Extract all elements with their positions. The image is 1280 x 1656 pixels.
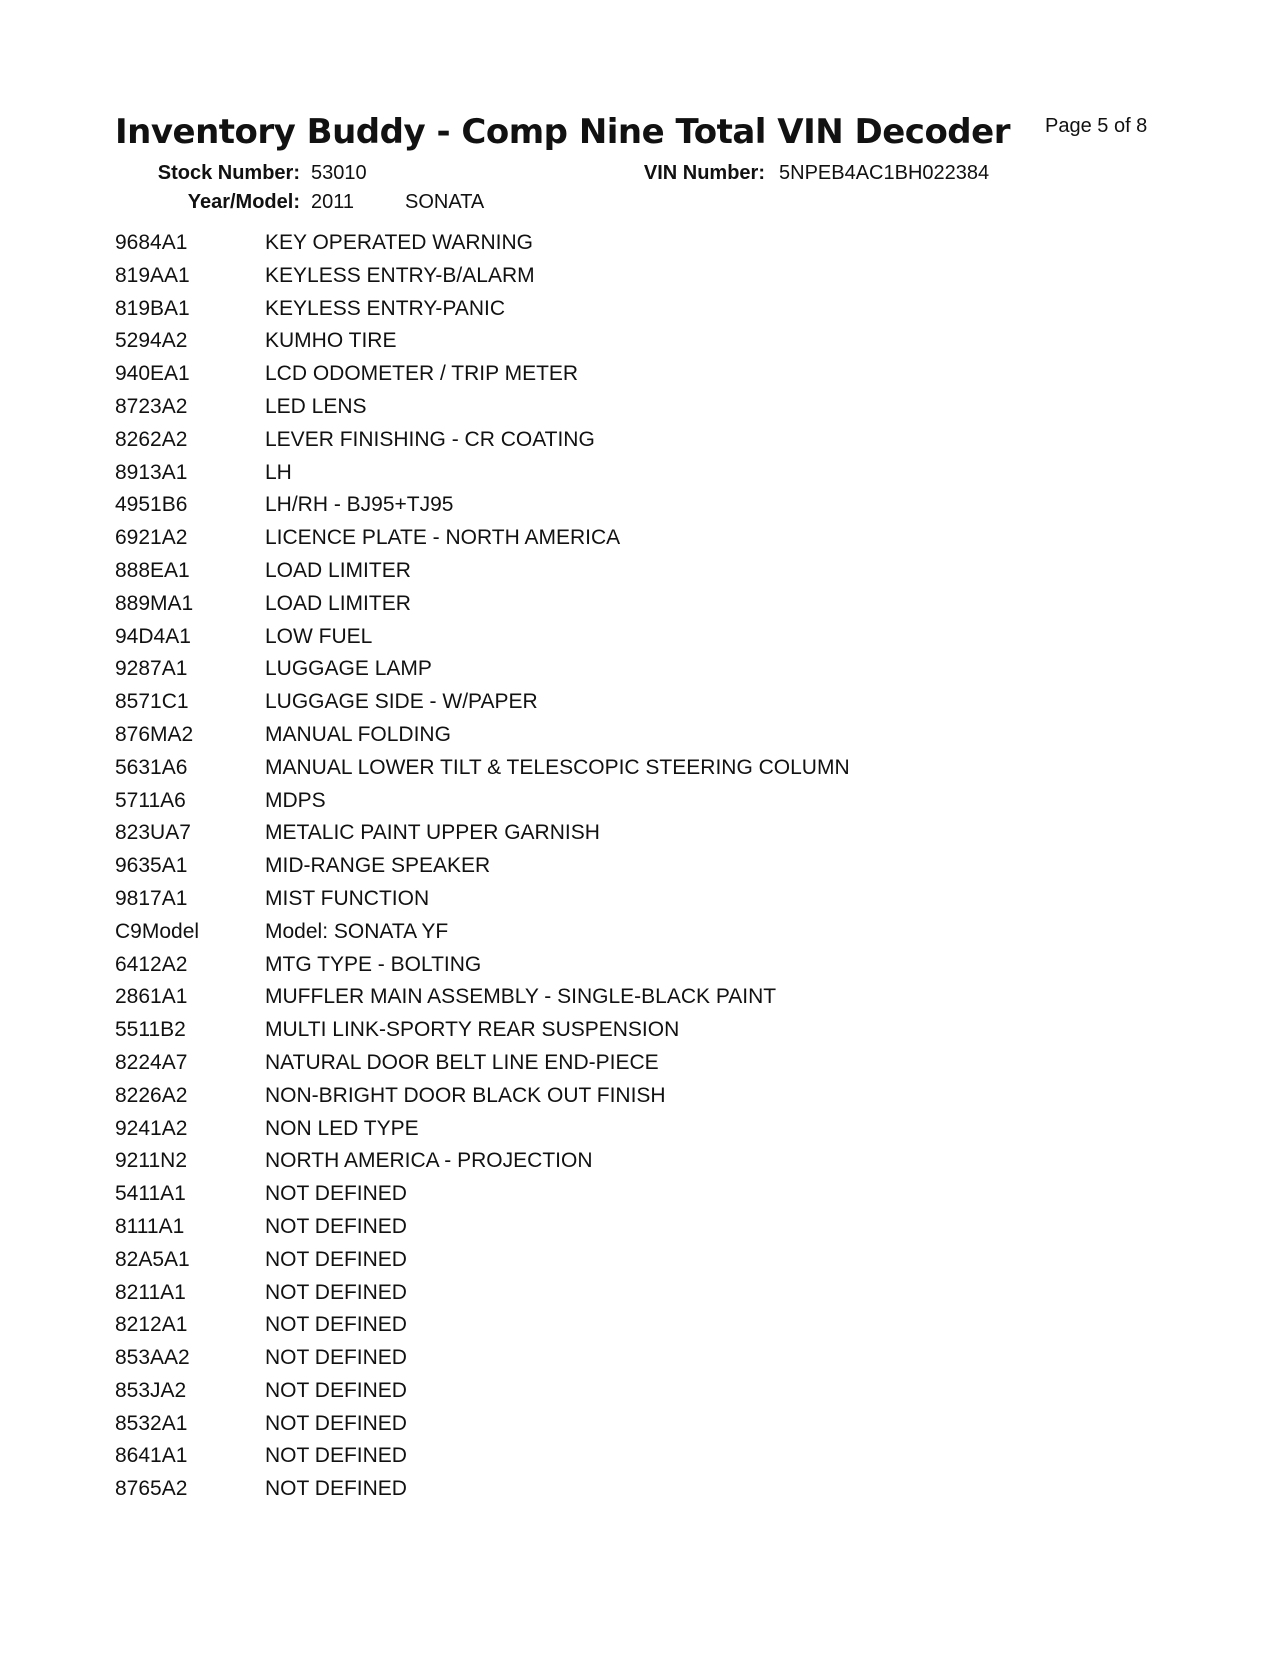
option-code: 8641A1 [115,1444,188,1468]
option-row [115,951,850,984]
option-description: MULTI LINK-SPORTY REAR SUSPENSION [265,1018,680,1042]
option-description: LICENCE PLATE - NORTH AMERICA [265,526,621,550]
option-code: 8765A2 [115,1477,188,1501]
option-code: 8212A1 [115,1313,188,1337]
option-row [115,360,850,393]
option-description: LEVER FINISHING - CR COATING [265,427,595,451]
option-code: 8723A2 [115,394,188,418]
option-description: NOT DEFINED [265,1182,407,1206]
option-row [115,590,850,623]
option-row [115,852,850,885]
option-row [115,459,850,492]
model-value: SONATA [405,191,485,213]
option-row [115,1082,850,1115]
option-row [115,262,850,295]
option-row [115,1147,850,1180]
option-code: 5411A1 [115,1182,186,1206]
option-row [115,754,850,787]
option-description: NOT DEFINED [265,1280,407,1304]
option-row [115,524,850,557]
option-code: 876MA2 [115,722,194,746]
option-description: MTG TYPE - BOLTING [265,952,482,976]
option-row [115,819,850,852]
option-row [115,491,850,524]
option-row [115,787,850,820]
option-row [115,1180,850,1213]
option-code: 8226A2 [115,1083,188,1107]
option-description: MIST FUNCTION [265,886,430,910]
option-code: 888EA1 [115,558,190,582]
page-title: Inventory Buddy - Comp Nine Total VIN Decoder [115,112,1010,152]
option-row [115,1246,850,1279]
option-description: NOT DEFINED [265,1247,407,1271]
option-code: 823UA7 [115,821,191,845]
option-description: LUGGAGE SIDE - W/PAPER [265,690,538,714]
option-row [115,983,850,1016]
vin-number-value: 5NPEB4AC1BH022384 [779,162,990,184]
option-code: 2861A1 [115,985,188,1009]
option-row [115,688,850,721]
option-description: LOAD LIMITER [265,558,411,582]
option-code: C9Model [115,919,200,943]
option-code: 8913A1 [115,460,188,484]
option-code: 940EA1 [115,362,190,386]
option-row [115,885,850,918]
option-description: MANUAL FOLDING [265,722,451,746]
option-row [115,1016,850,1049]
option-description: LH/RH - BJ95+TJ95 [265,493,454,517]
option-description: MDPS [265,788,326,812]
option-code: 82A5A1 [115,1247,190,1271]
option-description: NOT DEFINED [265,1411,407,1435]
stock-number-label: Stock Number: [157,162,300,184]
option-code: 9817A1 [115,886,188,910]
option-description: NOT DEFINED [265,1313,407,1337]
option-code: 8224A7 [115,1050,188,1074]
page-number: Page 5 of 8 [1045,115,1148,137]
option-row [115,1311,850,1344]
option-description: LED LENS [265,394,367,418]
option-description: Model: SONATA YF [265,919,449,943]
option-row [115,229,850,262]
option-row [115,1279,850,1312]
option-code: 5711A6 [115,788,186,812]
option-code: 9211N2 [115,1149,188,1173]
option-code: 8211A1 [115,1280,186,1304]
option-description: KEYLESS ENTRY-PANIC [265,296,506,320]
stock-number-value: 53010 [311,162,367,184]
option-code: 5511B2 [115,1018,186,1042]
option-description: MUFFLER MAIN ASSEMBLY - SINGLE-BLACK PAINT [265,985,777,1009]
option-description: LCD ODOMETER / TRIP METER [265,362,579,386]
option-code: 853JA2 [115,1378,187,1402]
option-code: 9635A1 [115,854,188,878]
option-code: 819BA1 [115,296,190,320]
option-description: NON-BRIGHT DOOR BLACK OUT FINISH [265,1083,666,1107]
option-description: LOAD LIMITER [265,591,411,615]
option-row [115,1049,850,1082]
option-description: LOW FUEL [265,624,373,648]
year-value: 2011 [311,191,355,213]
option-description: NATURAL DOOR BELT LINE END-PIECE [265,1050,659,1074]
option-code: 5631A6 [115,755,188,779]
option-code: 853AA2 [115,1346,190,1370]
option-code: 819AA1 [115,263,190,287]
option-row [115,295,850,328]
option-description: NOT DEFINED [265,1444,407,1468]
option-description: LUGGAGE LAMP [265,657,432,681]
option-code: 9241A2 [115,1116,188,1140]
option-row [115,1213,850,1246]
option-description: NORTH AMERICA - PROJECTION [265,1149,593,1173]
option-row [115,1377,850,1410]
option-description: NOT DEFINED [265,1346,407,1370]
option-row [115,1442,850,1475]
option-row [115,721,850,754]
option-code: 9684A1 [115,231,188,254]
option-code: 8262A2 [115,427,188,451]
option-description: KUMHO TIRE [265,329,397,353]
option-row [115,1344,850,1377]
option-code: 8571C1 [115,690,189,714]
option-row [115,655,850,688]
option-description: LH [265,460,292,484]
option-row [115,623,850,656]
option-description: NON LED TYPE [265,1116,419,1140]
option-code: 6921A2 [115,526,188,550]
option-code: 4951B6 [115,493,188,517]
option-description: NOT DEFINED [265,1214,407,1238]
option-code: 5294A2 [115,329,188,353]
option-description: MID-RANGE SPEAKER [265,854,491,878]
option-row [115,393,850,426]
year-model-label: Year/Model: [187,191,300,213]
option-code: 8111A1 [115,1214,185,1238]
option-row [115,426,850,459]
option-row [115,1115,850,1148]
option-code-list [115,229,850,1508]
option-code: 94D4A1 [115,624,191,648]
option-row [115,1475,850,1508]
option-code: 889MA1 [115,591,194,615]
option-code: 6412A2 [115,952,188,976]
option-code: 9287A1 [115,657,188,681]
option-row [115,557,850,590]
option-row [115,918,850,951]
option-code: 8532A1 [115,1411,188,1435]
option-description: NOT DEFINED [265,1378,407,1402]
option-row [115,1410,850,1443]
option-row [115,327,850,360]
vin-number-label: VIN Number: [643,162,765,184]
option-description: KEYLESS ENTRY-B/ALARM [265,263,535,287]
option-description: KEY OPERATED WARNING [265,231,533,254]
option-description: MANUAL LOWER TILT & TELESCOPIC STEERING COLUMN [265,755,850,779]
option-description: METALIC PAINT UPPER GARNISH [265,821,600,845]
option-description: NOT DEFINED [265,1477,407,1501]
